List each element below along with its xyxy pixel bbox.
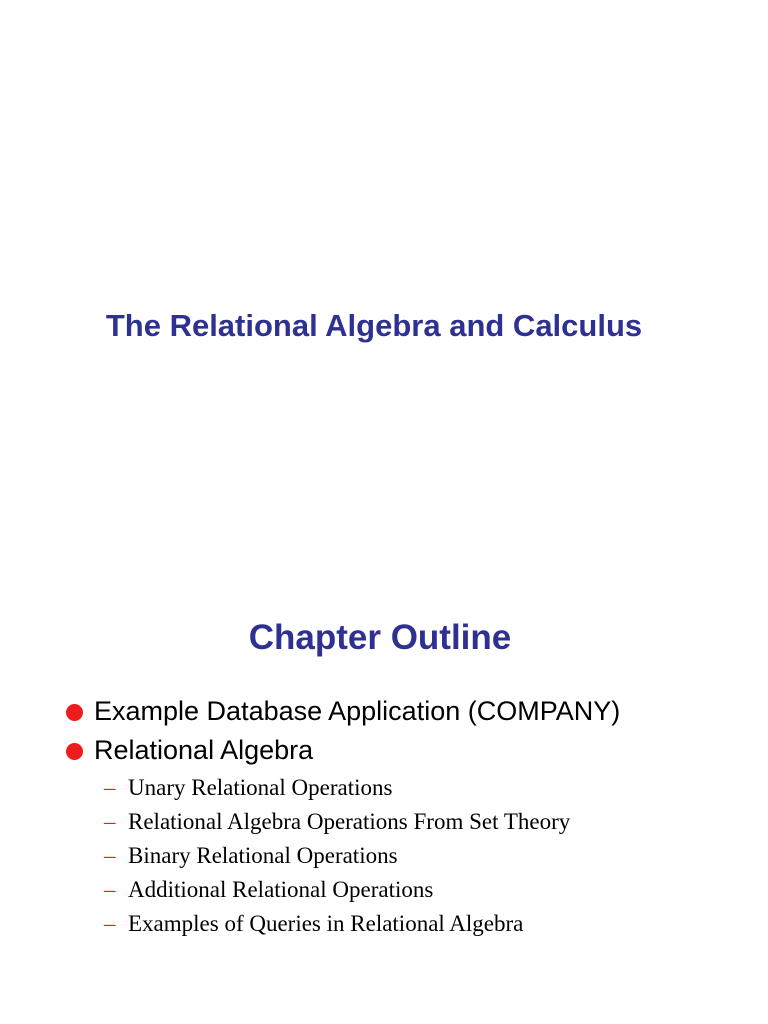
dash-icon: –	[104, 843, 116, 868]
outline-bullet-item	[66, 731, 620, 770]
outline-sub-bullet-list	[104, 771, 570, 941]
dash-icon: –	[104, 877, 116, 902]
sub-bullet-text: Examples of Queries in Relational Algebra	[128, 911, 524, 936]
sub-bullet-text: Relational Algebra Operations From Set Theory	[128, 809, 571, 834]
red-bullet-icon	[66, 704, 83, 721]
outline-bullet-list	[66, 692, 620, 770]
slide-title: The Relational Algebra and Calculus	[105, 308, 643, 343]
dash-icon: –	[104, 911, 116, 936]
chapter-outline-heading: Chapter Outline	[248, 618, 512, 657]
sub-bullet-text: Additional Relational Operations	[128, 877, 434, 902]
sub-bullet-item	[104, 805, 570, 839]
sub-bullet-text: Unary Relational Operations	[128, 775, 393, 800]
sub-bullet-item	[104, 873, 570, 907]
bullet-text: Relational Algebra	[94, 735, 314, 765]
dash-icon: –	[104, 775, 116, 800]
outline-bullet-item	[66, 692, 620, 731]
sub-bullet-item	[104, 907, 570, 941]
sub-bullet-item	[104, 839, 570, 873]
bullet-text: Example Database Application (COMPANY)	[94, 696, 621, 726]
red-bullet-icon	[66, 743, 83, 760]
sub-bullet-item	[104, 771, 570, 805]
sub-bullet-text: Binary Relational Operations	[128, 843, 398, 868]
dash-icon: –	[104, 809, 116, 834]
